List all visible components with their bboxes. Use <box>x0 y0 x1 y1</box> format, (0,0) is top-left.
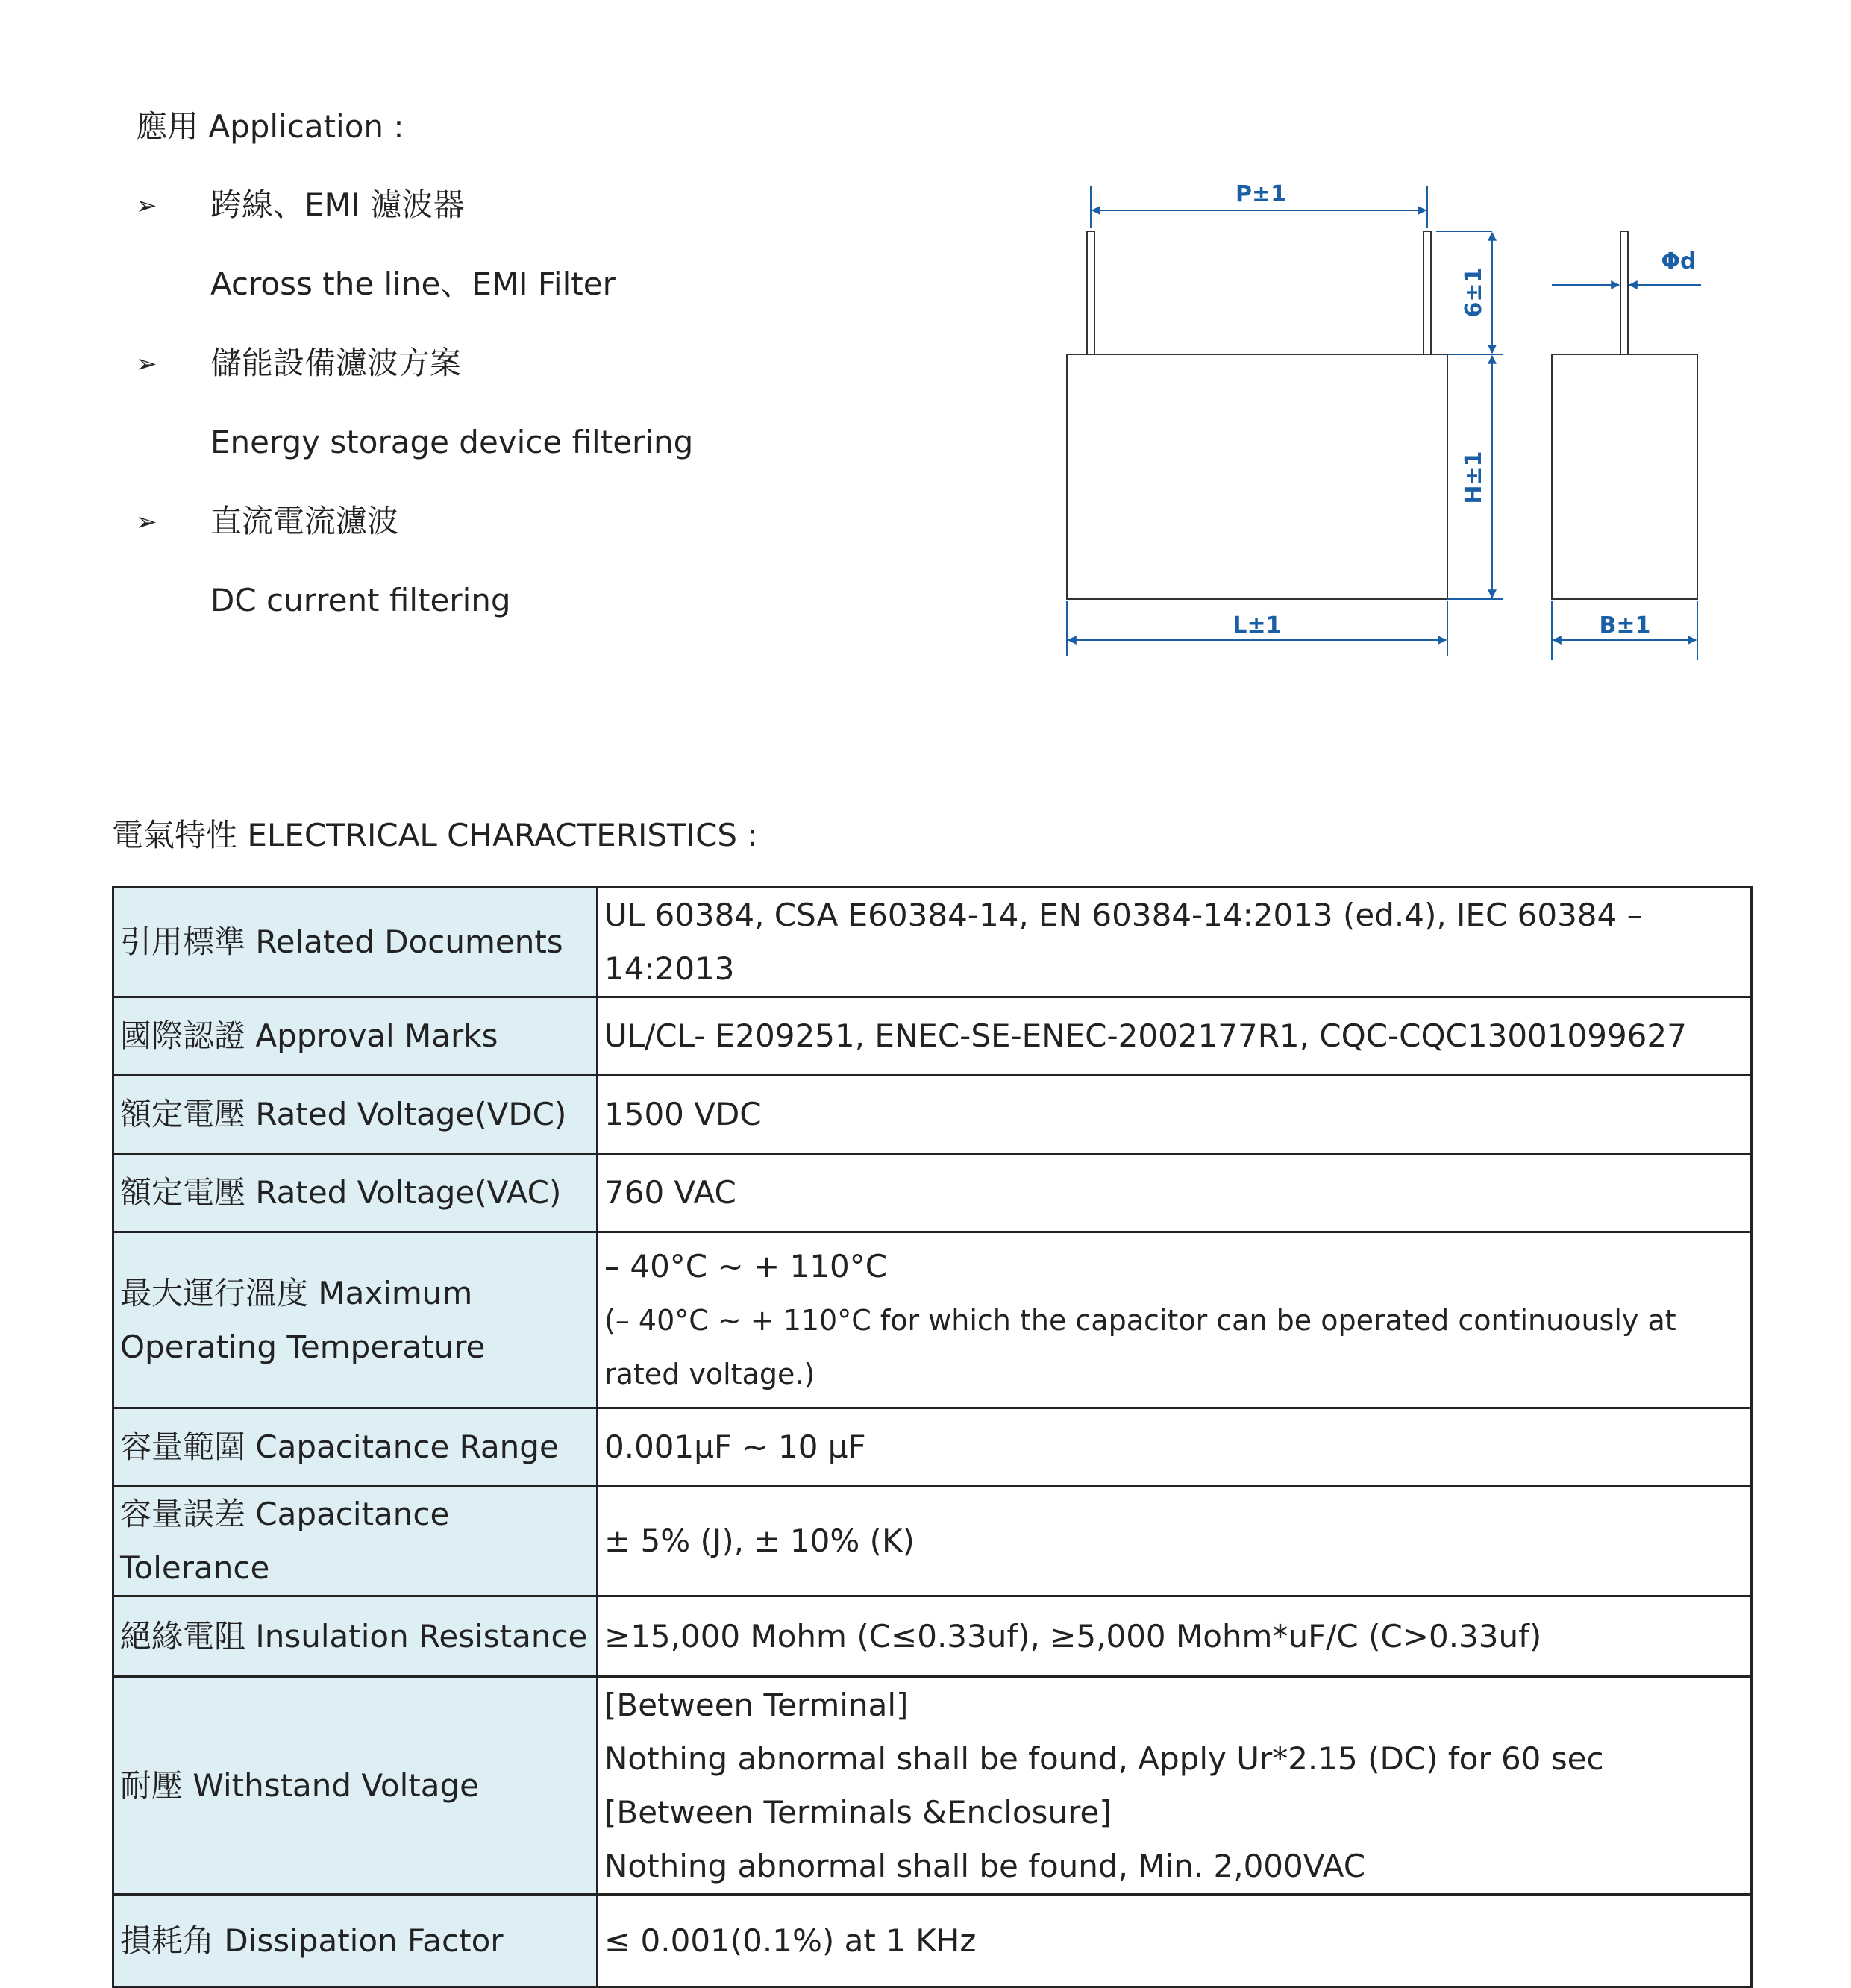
capacitor-side-lead <box>1620 231 1628 354</box>
row-label-line: 最大運行溫度 Maximum <box>120 1274 473 1311</box>
application-en: Across the line、EMI Filter <box>210 266 616 302</box>
row-value: UL/CL- E209251, ENEC-SE-ENEC-2002177R1, CQC-CQC13001099627 <box>598 997 1752 1076</box>
row-value: UL 60384, CSA E60384-14, EN 60384-14:2013 (ed.4), IEC 60384 –14:2013 <box>598 888 1752 997</box>
bullet-arrow-icon: ➢ <box>136 507 157 537</box>
application-en: Energy storage device filtering <box>210 424 694 460</box>
list-item <box>136 499 956 657</box>
table-row <box>113 1154 1752 1232</box>
capacitor-front-body <box>1067 354 1447 599</box>
width-label: B±1 <box>1599 612 1651 639</box>
row-label: 國際認證 Approval Marks <box>113 997 598 1076</box>
table-row <box>113 1408 1752 1487</box>
table-row <box>113 1232 1752 1408</box>
length-label: L±1 <box>1233 612 1282 639</box>
bullet-arrow-icon: ➢ <box>136 191 157 221</box>
row-value: 1500 VDC <box>598 1076 1752 1154</box>
table-row <box>113 1677 1752 1895</box>
row-label-line: Operating Temperature <box>120 1328 486 1365</box>
list-item <box>136 341 956 499</box>
application-zh: 儲能設備濾波方案 <box>210 345 462 381</box>
height-label: H±1 <box>1461 451 1487 504</box>
row-value-note: (– 40°C ~ + 110°C for which the capacitor can be operated continuously at rated voltage.) <box>604 1303 1676 1390</box>
capacitor-lead-right <box>1424 231 1431 354</box>
row-label: 容量範圍 Capacitance Range <box>113 1408 598 1487</box>
capacitor-lead-left <box>1087 231 1094 354</box>
row-label: 引用標準 Related Documents <box>113 888 598 997</box>
application-list <box>136 183 956 657</box>
row-label: 絕緣電阻 Insulation Resistance <box>113 1596 598 1677</box>
row-label: 耐壓 Withstand Voltage <box>113 1677 598 1895</box>
row-value-line: Nothing abnormal shall be found, Apply Ur*2.15 (DC) for 60 sec <box>604 1740 1604 1777</box>
row-label: 容量誤差 Capacitance Tolerance <box>113 1487 598 1596</box>
electrical-characteristics-table <box>112 886 1753 1988</box>
table-row <box>113 888 1752 997</box>
row-value: ≤ 0.001(0.1%) at 1 KHz <box>598 1895 1752 1987</box>
electrical-heading: 電氣特性 ELECTRICAL CHARACTERISTICS : <box>112 817 758 853</box>
dimension-diagram <box>1044 164 1746 671</box>
row-label: 損耗角 Dissipation Factor <box>113 1895 598 1987</box>
row-value-line: – 40°C ~ + 110°C <box>604 1247 888 1285</box>
row-value <box>598 1677 1752 1895</box>
lead-length-label: 6±1 <box>1461 267 1487 318</box>
bullet-arrow-icon: ➢ <box>136 349 157 379</box>
table-row <box>113 997 1752 1076</box>
row-value-line: Nothing abnormal shall be found, Min. 2,000VAC <box>604 1847 1366 1884</box>
application-zh: 跨線、EMI 濾波器 <box>210 186 465 223</box>
row-value-line: [Between Terminals &Enclosure] <box>604 1793 1112 1831</box>
application-en: DC current filtering <box>210 582 511 618</box>
row-label: 額定電壓 Rated Voltage(VDC) <box>113 1076 598 1154</box>
row-value: ± 5% (J), ± 10% (K) <box>598 1487 1752 1596</box>
application-zh: 直流電流濾波 <box>210 503 399 539</box>
row-value: 760 VAC <box>598 1154 1752 1232</box>
row-value: 0.001μF ~ 10 μF <box>598 1408 1752 1487</box>
row-label <box>113 1232 598 1408</box>
pitch-label: P±1 <box>1235 181 1286 207</box>
diameter-label: Φd <box>1661 248 1697 275</box>
table-row <box>113 1596 1752 1677</box>
application-heading: 應用 Application : <box>136 108 404 145</box>
list-item <box>136 183 956 341</box>
row-value: ≥15,000 Mohm (C≤0.33uf), ≥5,000 Mohm*uF/C (C>0.33uf) <box>598 1596 1752 1677</box>
capacitor-side-body <box>1552 354 1697 599</box>
table-row <box>113 1895 1752 1987</box>
table-row <box>113 1487 1752 1596</box>
row-label: 額定電壓 Rated Voltage(VAC) <box>113 1154 598 1232</box>
row-value-line: [Between Terminal] <box>604 1686 909 1723</box>
table-row <box>113 1076 1752 1154</box>
row-value <box>598 1232 1752 1408</box>
